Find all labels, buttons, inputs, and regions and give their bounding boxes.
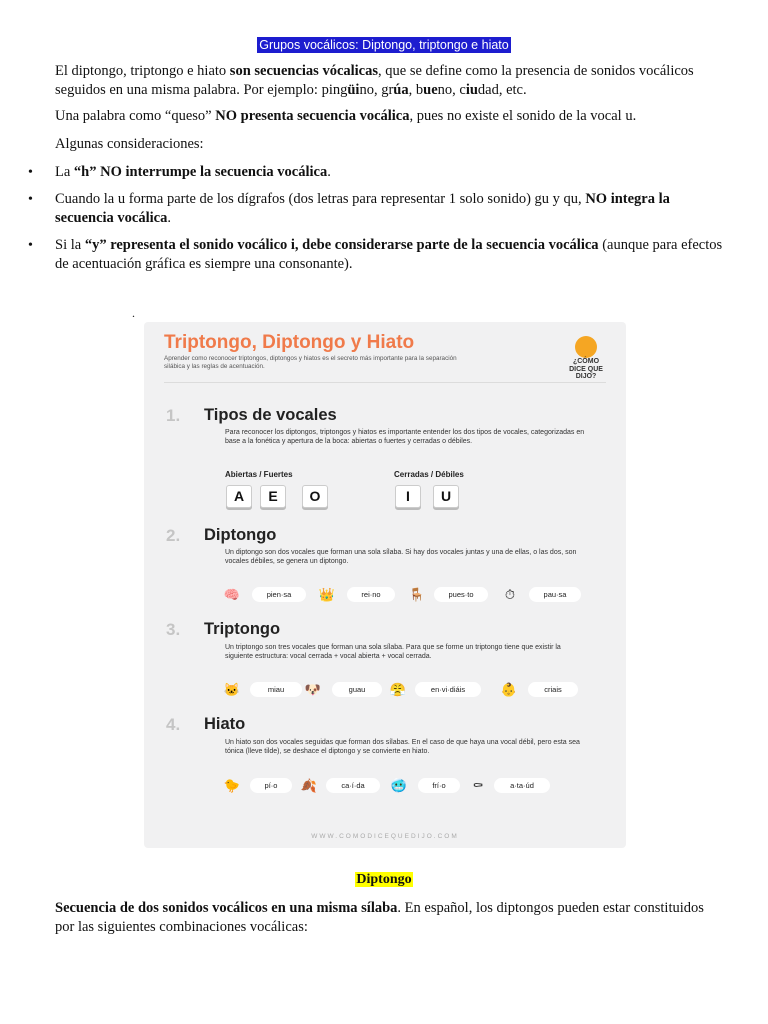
example-chip: pues·to [434, 587, 488, 602]
section-body: Un diptongo son dos vocales que forman una sola sílaba. Si hay dos vocales juntas y una de ellas, o las dos, son vocales débiles, se genera un diptongo. [225, 549, 577, 565]
example-chip: a·ta·úd [494, 778, 550, 793]
chair-icon: 🪑 [408, 587, 426, 602]
list-item: • La “h” NO interrumpe la secuencia vocálica. [28, 163, 728, 182]
section-body: Un triptongo son tres vocales que forman una sola sílaba. Para que se forme un triptongo tiene que existir la siguiente estructura: vocal cerrada + vocal abierta + vocal cerrada. [225, 644, 561, 660]
example-chip: pien·sa [252, 587, 306, 602]
section-title: Diptongo [204, 526, 277, 544]
example-chip: pau·sa [529, 587, 581, 602]
example-chip: miau [250, 682, 302, 697]
vowel-key: A [226, 485, 252, 508]
stopwatch-icon: ⏱ [504, 587, 516, 602]
queso-paragraph: Una palabra como “queso” NO presenta secuencia vocálica, pues no existe el sonido de la vocal u. [55, 108, 637, 124]
list-item: • Si la “y” representa el sonido vocálico i, debe considerarse parte de la secuencia vocálica (aunque para efectos de acentuación gráfica es siempre una consonante). [28, 236, 728, 274]
diptongo-heading: Diptongo [356, 872, 412, 887]
coffin-icon: ⚰ [472, 778, 484, 793]
example-chip: guau [332, 682, 382, 697]
cat-icon: 🐱 [223, 682, 241, 697]
cold-face-icon: 🥶 [390, 778, 408, 793]
example-chip: pí·o [250, 778, 292, 793]
divider [164, 382, 606, 383]
example-chip: rei·no [347, 587, 395, 602]
envious-face-icon: 😤 [389, 682, 407, 697]
speech-bubble-icon [575, 336, 597, 358]
list-item: • Cuando la u forma parte de los dígrafos (dos letras para representar 1 solo sonido) gu y qu, NO integra la secuencia vocálica. [28, 190, 728, 228]
section-number: 1. [166, 406, 181, 425]
logo-text: ¿CÓMO DICE QUE DIJO? [569, 358, 603, 380]
document-title: Grupos vocálicos: Diptongo, triptongo e hiato [259, 38, 509, 52]
crown-icon: 👑 [318, 587, 336, 602]
infographic-title: Triptongo, Diptongo y Hiato [164, 332, 415, 353]
example-chip: frí·o [418, 778, 460, 793]
infographic-image [144, 322, 626, 848]
brain-icon: 🧠 [223, 587, 241, 602]
example-chip: en·vi·diáis [415, 682, 481, 697]
section-body: Para reconocer los diptongos, triptongos y hiatos es importante entender los dos tipos de vocales, categorizadas en base a la fonética y apertura de la boca: abiertas o fuertes y cerradas o débiles. [225, 429, 585, 445]
infographic-footer: WWW.COMODICEQUEDIJO.COM [311, 833, 459, 840]
falling-leaves-icon: 🍂 [300, 778, 318, 793]
baby-face-icon: 👶 [500, 682, 518, 697]
example-chip: criais [528, 682, 578, 697]
section-number: 2. [166, 526, 181, 545]
vowel-key: I [395, 485, 421, 508]
dog-icon: 🐶 [304, 682, 322, 697]
closed-vowels-label: Cerradas / Débiles [394, 470, 464, 479]
diptongo-paragraph: Secuencia de dos sonidos vocálicos en una misma sílaba. En español, los diptongos pueden estar constituidos por las siguientes combinaciones vocálicas: [55, 900, 704, 935]
considerations-heading: Algunas consideraciones: [55, 136, 204, 152]
section-number: 3. [166, 620, 181, 639]
stray-dot: . [132, 306, 135, 320]
open-vowels-label: Abiertas / Fuertes [225, 470, 293, 479]
section-body: Un hiato son dos vocales seguidas que forman dos sílabas. En el caso de que haya una vocal débil, pero esta sea tónica (lleve tilde), se deshace el diptongo y se convierte en hiato. [225, 739, 580, 755]
vowel-key: U [433, 485, 459, 508]
logo [566, 336, 606, 382]
intro-paragraph: El diptongo, triptongo e hiato son secuencias vócalicas, que se define como la presencia de sonidos vocálicos seguidos en una misma palabra. Por ejemplo: pingüino, grúa, bueno, ciudad, etc. [55, 63, 694, 98]
considerations-list [28, 163, 728, 282]
vowel-key: E [260, 485, 286, 508]
vowel-key: O [302, 485, 328, 508]
example-chip: ca·í·da [326, 778, 380, 793]
chick-icon: 🐤 [223, 778, 241, 793]
section-number: 4. [166, 715, 181, 734]
section-title: Tipos de vocales [204, 406, 337, 424]
section-title: Hiato [204, 715, 246, 733]
infographic-subtitle: Aprender como reconocer triptongos, diptongos y hiatos es el secreto más importante para la separación silábica y las reglas de acentuación. [164, 355, 457, 370]
section-title: Triptongo [204, 620, 281, 638]
